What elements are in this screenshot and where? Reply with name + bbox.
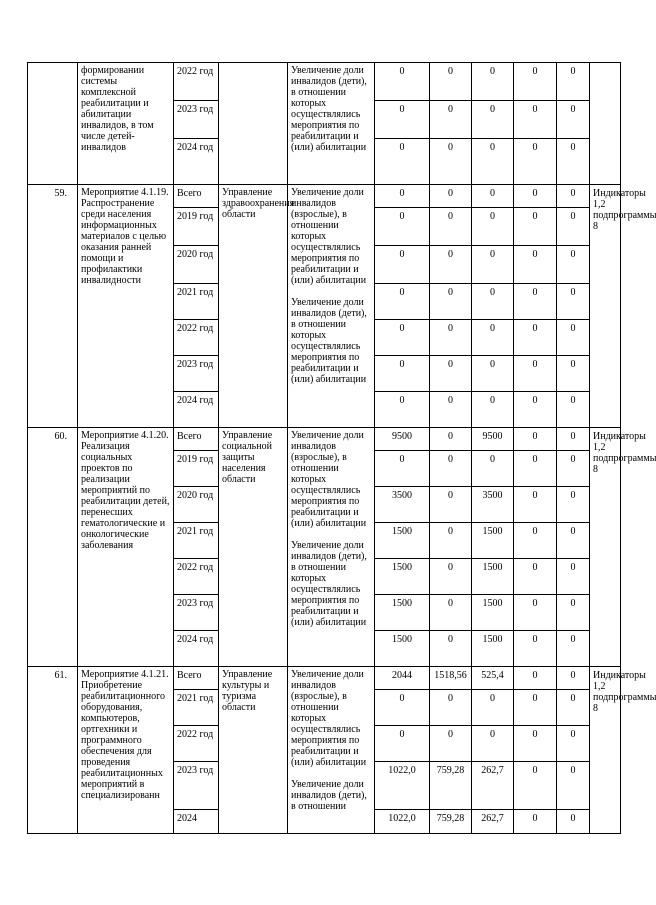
value-cell: 0 bbox=[472, 63, 514, 101]
result-text: Увеличение доли инвалидов (взрослые), в отношении которых осуществлялись мероприятия по реабилитации и (или) абилитации bbox=[291, 187, 367, 286]
value-cell: 0 bbox=[375, 690, 430, 726]
value-cell: 0 bbox=[557, 690, 590, 726]
value-cell: 759,28 bbox=[430, 810, 472, 834]
value-cell: 0 bbox=[430, 208, 472, 246]
value-cell: 1500 bbox=[375, 631, 430, 667]
year-cell: 2020 год bbox=[174, 487, 219, 523]
value-cell: 0 bbox=[557, 185, 590, 208]
value-cell: 0 bbox=[557, 139, 590, 185]
value-cell: 0 bbox=[430, 428, 472, 451]
expected-result bbox=[288, 63, 375, 185]
value-cell: 525,4 bbox=[472, 667, 514, 690]
value-cell: 0 bbox=[472, 690, 514, 726]
value-cell: 3500 bbox=[472, 487, 514, 523]
value-cell: 0 bbox=[514, 246, 557, 284]
executor: Управление социальной защиты населения области bbox=[219, 428, 288, 667]
value-cell: 1500 bbox=[472, 523, 514, 559]
value-cell: 262,7 bbox=[472, 762, 514, 810]
year-cell: 2021 год bbox=[174, 523, 219, 559]
value-cell: 0 bbox=[375, 139, 430, 185]
year-cell: 2024 год bbox=[174, 392, 219, 428]
value-cell: 0 bbox=[557, 246, 590, 284]
value-cell: 0 bbox=[375, 392, 430, 428]
executor: Управление здравоохранения области bbox=[219, 185, 288, 428]
indicator: Индикаторы 1,2 подпрограммы 8 bbox=[590, 185, 621, 428]
year-cell: 2020 год bbox=[174, 246, 219, 284]
row-number: 61. bbox=[28, 667, 78, 834]
program-events-table bbox=[27, 62, 656, 834]
value-cell: 9500 bbox=[472, 428, 514, 451]
expected-result bbox=[288, 185, 375, 428]
year-cell: 2022 год bbox=[174, 63, 219, 101]
value-cell: 0 bbox=[514, 487, 557, 523]
value-cell: 0 bbox=[557, 451, 590, 487]
value-cell: 0 bbox=[472, 320, 514, 356]
result-text: Увеличение доли инвалидов (дети), в отношении bbox=[291, 779, 367, 812]
value-cell: 0 bbox=[375, 284, 430, 320]
year-cell: 2019 год bbox=[174, 208, 219, 246]
value-cell: 0 bbox=[557, 667, 590, 690]
year-cell: 2023 год bbox=[174, 356, 219, 392]
table-row bbox=[28, 667, 621, 690]
event-name: Мероприятие 4.1.20. Реализация социальных проектов по реализации мероприятий по реабилитации детей, перенесших гематологические и онкологические заболевания bbox=[78, 428, 174, 667]
value-cell: 1518,56 bbox=[430, 667, 472, 690]
value-cell: 0 bbox=[514, 690, 557, 726]
value-cell: 0 bbox=[375, 451, 430, 487]
value-cell: 0 bbox=[472, 451, 514, 487]
value-cell: 1022,0 bbox=[375, 810, 430, 834]
result-text: Увеличение доли инвалидов (дети), в отношении которых осуществлялись мероприятия по реабилитации и (или) абилитации bbox=[291, 540, 367, 628]
value-cell: 0 bbox=[557, 320, 590, 356]
value-cell: 2044 bbox=[375, 667, 430, 690]
value-cell: 9500 bbox=[375, 428, 430, 451]
value-cell: 0 bbox=[557, 101, 590, 139]
value-cell: 0 bbox=[557, 63, 590, 101]
year-cell: 2021 год bbox=[174, 284, 219, 320]
value-cell: 1500 bbox=[375, 595, 430, 631]
value-cell: 0 bbox=[472, 246, 514, 284]
table-row bbox=[28, 63, 621, 101]
value-cell: 0 bbox=[430, 392, 472, 428]
value-cell: 0 bbox=[375, 101, 430, 139]
expected-result bbox=[288, 428, 375, 667]
value-cell: 0 bbox=[430, 523, 472, 559]
row-number: 59. bbox=[28, 185, 78, 428]
value-cell: 0 bbox=[557, 523, 590, 559]
event-name: Мероприятие 4.1.19. Распространение среди населения информационных материалов с целью оказания ранней помощи и профилактики инвалидности bbox=[78, 185, 174, 428]
value-cell: 0 bbox=[472, 284, 514, 320]
value-cell: 0 bbox=[430, 139, 472, 185]
value-cell: 0 bbox=[375, 208, 430, 246]
result-text: Увеличение доли инвалидов (взрослые), в отношении которых осуществлялись мероприятия по реабилитации и (или) абилитации bbox=[291, 430, 367, 529]
value-cell: 262,7 bbox=[472, 810, 514, 834]
value-cell: 0 bbox=[557, 726, 590, 762]
event-name: Мероприятие 4.1.21. Приобретение реабилитационного оборудования, компьютеров, ортгехники и программного обеспечения для проведения реабилитационных мероприятий в специализированн bbox=[78, 667, 174, 834]
value-cell: 0 bbox=[430, 101, 472, 139]
value-cell: 0 bbox=[557, 810, 590, 834]
value-cell: 0 bbox=[514, 726, 557, 762]
value-cell: 0 bbox=[557, 428, 590, 451]
value-cell: 0 bbox=[375, 246, 430, 284]
value-cell: 0 bbox=[375, 63, 430, 101]
value-cell: 0 bbox=[514, 208, 557, 246]
value-cell: 0 bbox=[514, 392, 557, 428]
value-cell: 0 bbox=[557, 284, 590, 320]
year-cell: Всего bbox=[174, 667, 219, 690]
year-cell: 2022 год bbox=[174, 559, 219, 595]
value-cell: 0 bbox=[557, 595, 590, 631]
result-text: Увеличение доли инвалидов (дети), в отношении которых осуществлялись мероприятия по реабилитации и (или) абилитации bbox=[291, 297, 367, 385]
value-cell: 0 bbox=[514, 63, 557, 101]
indicator: Индикаторы 1,2 подпрограммы 8 bbox=[590, 667, 621, 834]
year-cell: 2023 год bbox=[174, 595, 219, 631]
value-cell: 0 bbox=[430, 246, 472, 284]
value-cell: 0 bbox=[557, 559, 590, 595]
event-name: формировании системы комплексной реабилитации и абилитации инвалидов, в том числе детей-инвалидов bbox=[78, 63, 174, 185]
year-cell: Всего bbox=[174, 428, 219, 451]
executor: Управление культуры и туризма области bbox=[219, 667, 288, 834]
year-cell: 2024 bbox=[174, 810, 219, 834]
year-cell: Всего bbox=[174, 185, 219, 208]
value-cell: 0 bbox=[514, 185, 557, 208]
value-cell: 0 bbox=[375, 185, 430, 208]
value-cell: 0 bbox=[472, 139, 514, 185]
value-cell: 0 bbox=[557, 631, 590, 667]
value-cell: 3500 bbox=[375, 487, 430, 523]
value-cell: 1500 bbox=[472, 631, 514, 667]
value-cell: 0 bbox=[430, 726, 472, 762]
value-cell: 0 bbox=[557, 487, 590, 523]
value-cell: 0 bbox=[514, 101, 557, 139]
value-cell: 0 bbox=[430, 320, 472, 356]
value-cell: 0 bbox=[472, 356, 514, 392]
value-cell: 0 bbox=[430, 690, 472, 726]
indicator: Индикаторы 1,2 подпрограммы 8 bbox=[590, 428, 621, 667]
value-cell: 0 bbox=[514, 451, 557, 487]
value-cell: 0 bbox=[375, 356, 430, 392]
year-cell: 2022 год bbox=[174, 726, 219, 762]
value-cell: 0 bbox=[472, 101, 514, 139]
value-cell: 0 bbox=[514, 631, 557, 667]
value-cell: 1500 bbox=[472, 595, 514, 631]
value-cell: 0 bbox=[514, 762, 557, 810]
year-cell: 2023 год bbox=[174, 762, 219, 810]
expected-result bbox=[288, 667, 375, 834]
indicator bbox=[590, 63, 621, 185]
value-cell: 0 bbox=[430, 185, 472, 208]
value-cell: 0 bbox=[557, 208, 590, 246]
value-cell: 0 bbox=[514, 284, 557, 320]
value-cell: 0 bbox=[375, 726, 430, 762]
value-cell: 0 bbox=[472, 726, 514, 762]
year-cell: 2024 год bbox=[174, 631, 219, 667]
year-cell: 2019 год bbox=[174, 451, 219, 487]
value-cell: 0 bbox=[557, 356, 590, 392]
value-cell: 0 bbox=[430, 559, 472, 595]
value-cell: 0 bbox=[514, 810, 557, 834]
value-cell: 0 bbox=[557, 392, 590, 428]
table-row bbox=[28, 185, 621, 208]
value-cell: 1022,0 bbox=[375, 762, 430, 810]
result-text: Увеличение доли инвалидов (дети), в отношении которых осуществлялись мероприятия по реабилитации и (или) абилитации bbox=[291, 65, 367, 153]
executor bbox=[219, 63, 288, 185]
value-cell: 1500 bbox=[375, 559, 430, 595]
value-cell: 0 bbox=[514, 667, 557, 690]
year-cell: 2021 год bbox=[174, 690, 219, 726]
value-cell: 0 bbox=[514, 139, 557, 185]
value-cell: 0 bbox=[375, 320, 430, 356]
value-cell: 0 bbox=[557, 762, 590, 810]
value-cell: 0 bbox=[514, 356, 557, 392]
value-cell: 0 bbox=[430, 63, 472, 101]
table-row bbox=[28, 428, 621, 451]
value-cell: 0 bbox=[430, 284, 472, 320]
value-cell: 0 bbox=[514, 559, 557, 595]
value-cell: 0 bbox=[430, 487, 472, 523]
value-cell: 0 bbox=[472, 392, 514, 428]
result-text: Увеличение доли инвалидов (взрослые), в отношении которых осуществлялись мероприятия по реабилитации и (или) абилитации bbox=[291, 669, 367, 768]
value-cell: 0 bbox=[430, 631, 472, 667]
value-cell: 0 bbox=[430, 356, 472, 392]
value-cell: 0 bbox=[514, 523, 557, 559]
row-number bbox=[28, 63, 78, 185]
value-cell: 1500 bbox=[472, 559, 514, 595]
year-cell: 2024 год bbox=[174, 139, 219, 185]
value-cell: 0 bbox=[514, 428, 557, 451]
row-number: 60. bbox=[28, 428, 78, 667]
value-cell: 0 bbox=[430, 595, 472, 631]
value-cell: 1500 bbox=[375, 523, 430, 559]
value-cell: 0 bbox=[514, 320, 557, 356]
year-cell: 2023 год bbox=[174, 101, 219, 139]
value-cell: 0 bbox=[472, 185, 514, 208]
value-cell: 0 bbox=[430, 451, 472, 487]
year-cell: 2022 год bbox=[174, 320, 219, 356]
value-cell: 0 bbox=[472, 208, 514, 246]
value-cell: 0 bbox=[514, 595, 557, 631]
value-cell: 759,28 bbox=[430, 762, 472, 810]
